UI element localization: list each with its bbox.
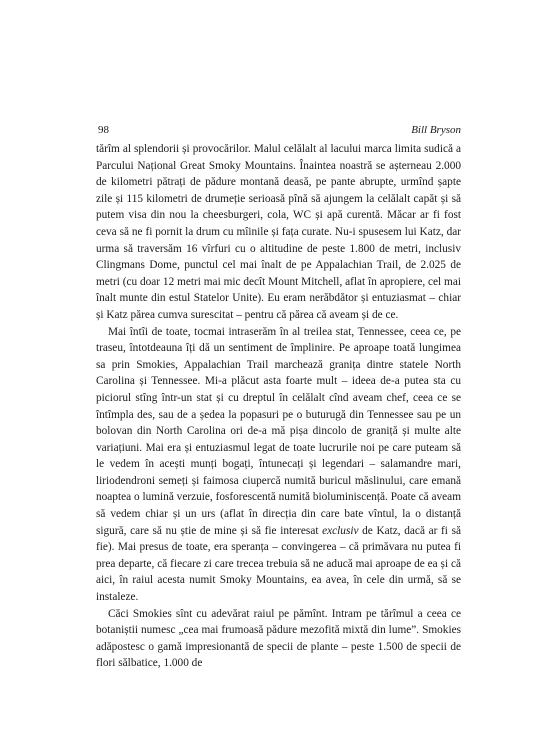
body-text — [96, 141, 461, 672]
paragraph-2-part-1: Mai întîi de toate, tocmai intraserăm în al treilea stat, Tennessee, ceea ce, pe traseu, întotdeauna îți dă un sentiment de împlinire. Pe aproape toată lungimea sa prin Smokies, Appalachian Trail marchează granița dintre statele North Carolina și Tennessee. Mi-a plăcut asta foarte mult – ideea de-a putea sta cu piciorul stîng într-un stat și cu dreptul în celălalt cînd aveam chef, ceea ce se întîmpla des, sau de a ședea la popasuri pe o buturugă din Tennessee sau pe un bolovan din North Carolina ori de-a mă pișa dincolo de graniță și multe alte variațiuni. Mai era și entuziasmul legat de toate lucrurile noi pe care puteam să le vedem în acești munți bogați, întunecați și legendari – salamandre mari, liriodendroni semeți și faimosa ciupercă numită buricul măslinului, care emană noaptea o lumină verzuie, fosforescentă numită bioluminiscență. Poate că aveam să vedem chiar și un urs (aflat în direcția din care bate vîntul, la o distanță sigură, care să nu știe de mine și să fie interesat — [96, 325, 461, 537]
paragraph-2-emphasis: exclusiv — [322, 524, 359, 537]
paragraph-1: tărîm al splendorii și provocărilor. Malul celălalt al lacului marca limita sudică a Parcului Național Great Smoky Mountains. Înaintea noastră se așterneau 2.000 de kilometri pătrați de pădure montană deasă, pe pante abrupte, urmînd șapte zile și 115 kilometri de drumeție serioasă pînă să ajungem la celălalt capăt și să putem visa din nou la cheesburgeri, cola, WC și apă curentă. Măcar ar fi fost ceva să ne fi pornit la drum cu mîinile și fața curate. Nu-i spusesem lui Katz, dar urma să traversăm 16 vîrfuri cu o altitudine de peste 1.800 de metri, inclusiv Clingmans Dome, punctul cel mai înalt de pe Appalachian Trail, de 2.025 de metri (cu doar 12 metri mai mic decît Mount Mitchell, aflat în apropiere, cel mai înalt munte din estul Statelor Unite). Eu eram nerăbdător și entuziasmat – chiar și Katz părea cumva surescitat – pentru că părea că aveam și de ce. — [96, 143, 461, 321]
running-head-author: Bill Bryson — [411, 124, 461, 136]
page-number: 98 — [98, 124, 109, 136]
paragraph-3: Căci Smokies sînt cu adevărat raiul pe pămînt. Intram pe tărîmul a ceea ce botaniștii numesc „cea mai frumoasă pădure mezofită mixtă din lume”. Smokies adăpostesc o gamă impresionantă de specii de plante – peste 1.500 de specii de flori sălbatice, 1.000 de — [96, 607, 461, 670]
paragraph-2-part-2: de Katz, dacă ar fi să fie). Mai presus de toate, era speranța – convingerea – că primăvara nu putea fi prea departe, că fiecare zi care trecea trebuia să ne aducă mai aproape de ea și că aici, în raiul acesta numit Smoky Mountains, ea avea, în cele din urmă, să se instaleze. — [96, 524, 461, 604]
page-header — [98, 124, 461, 140]
paragraph-2 — [96, 324, 461, 606]
